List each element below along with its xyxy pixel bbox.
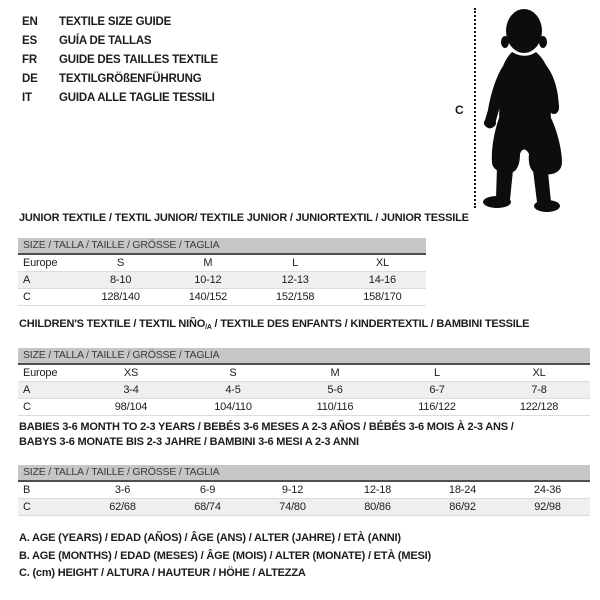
title-subscript: /A xyxy=(205,324,212,331)
size-cell: XS xyxy=(123,367,139,379)
height-cell: 128/140 xyxy=(101,291,140,303)
height-cell: 68/74 xyxy=(194,501,221,513)
size-cell: XL xyxy=(375,257,389,269)
age-cell: 6-9 xyxy=(199,484,216,496)
list-item xyxy=(22,51,218,70)
size-cell: M xyxy=(330,367,340,379)
height-cell: 104/110 xyxy=(214,401,252,413)
height-cell: 86/92 xyxy=(449,501,476,513)
age-cell: 6-7 xyxy=(429,384,445,396)
height-cell: 74/80 xyxy=(279,501,306,513)
row-label: C xyxy=(23,401,31,413)
children-size-table xyxy=(18,348,590,416)
title-text: CHILDREN'S TEXTILE / TEXTIL NIÑO xyxy=(19,318,206,330)
row-label: B xyxy=(23,484,31,496)
guide-title: GUIDE DES TAILLES TEXTILE xyxy=(59,54,218,66)
list-item xyxy=(22,13,218,32)
age-cell: 4-5 xyxy=(225,384,241,396)
age-cell: 8-10 xyxy=(110,274,132,286)
size-cell: S xyxy=(117,257,125,269)
height-cell: 116/122 xyxy=(418,401,456,413)
language-title-list xyxy=(22,13,218,108)
guide-title: TEXTILGRÖßENFÜHRUNG xyxy=(59,73,202,85)
table-row xyxy=(18,482,590,499)
age-cell: 5-6 xyxy=(327,384,343,396)
legend-line-c: C. (cm) HEIGHT / ALTURA / HAUTEUR / HÖHE / ALTEZZA xyxy=(19,567,306,579)
size-cell: L xyxy=(434,367,440,379)
language-code: DE xyxy=(22,73,38,85)
language-code: EN xyxy=(22,16,38,28)
table-row xyxy=(18,382,590,399)
size-cell: XL xyxy=(532,367,546,379)
guide-title: GUIDA ALLE TAGLIE TESSILI xyxy=(59,92,215,104)
age-cell: 24-36 xyxy=(533,484,562,496)
age-cell: 7-8 xyxy=(531,384,547,396)
legend-line-b: B. AGE (MONTHS) / EDAD (MESES) / ÂGE (MOIS) / ALTER (MONATE) / ETÀ (MESI) xyxy=(19,549,431,562)
children-section-title xyxy=(19,318,529,331)
age-cell: 3-4 xyxy=(123,384,139,396)
row-label: A xyxy=(23,384,31,396)
size-header-bar: SIZE / TALLA / TAILLE / GRÖSSE / TAGLIA xyxy=(18,238,426,255)
list-item xyxy=(22,32,218,51)
title-line: BABYS 3-6 MONATE BIS 2-3 JAHRE / BAMBINI 3-6 MESI A 2-3 ANNI xyxy=(19,436,359,448)
table-row xyxy=(18,289,426,306)
junior-section-title: JUNIOR TEXTILE / TEXTIL JUNIOR/ TEXTILE JUNIOR / JUNIORTEXTIL / JUNIOR TESSILE xyxy=(19,212,469,224)
list-item xyxy=(22,70,218,89)
height-cell: 140/152 xyxy=(188,291,228,303)
row-label: C xyxy=(23,291,31,303)
title-text: / TEXTILE DES ENFANTS / KINDERTEXTIL / BAMBINI TESSILE xyxy=(211,318,530,330)
babies-size-table xyxy=(18,465,590,516)
table-row xyxy=(18,255,426,272)
age-cell: 12-13 xyxy=(281,274,309,286)
height-measure-label: C xyxy=(455,103,464,117)
row-label: Europe xyxy=(23,257,58,269)
size-cell: M xyxy=(203,257,213,269)
table-row xyxy=(18,499,590,516)
size-cell: S xyxy=(229,367,237,379)
height-measure-dashed-line xyxy=(474,8,476,208)
baby-silhouette-icon xyxy=(482,4,572,214)
age-cell: 9-12 xyxy=(281,484,304,496)
height-cell: 152/158 xyxy=(275,291,315,303)
language-code: FR xyxy=(22,54,37,66)
height-cell: 92/98 xyxy=(534,501,561,513)
size-header-bar: SIZE / TALLA / TAILLE / GRÖSSE / TAGLIA xyxy=(18,465,590,482)
measure-legend xyxy=(19,530,431,583)
babies-section-title xyxy=(19,420,514,450)
age-cell: 14-16 xyxy=(368,274,396,286)
guide-title: GUÍA DE TALLAS xyxy=(59,35,152,47)
height-cell: 122/128 xyxy=(519,401,559,413)
row-label: C xyxy=(23,501,31,513)
row-label: A xyxy=(23,274,31,286)
row-label: Europe xyxy=(23,367,58,379)
legend-line-a: A. AGE (YEARS) / EDAD (AÑOS) / ÂGE (ANS) / ALTER (JAHRE) / ETÀ (ANNI) xyxy=(19,532,401,544)
title-line: BABIES 3-6 MONTH TO 2-3 YEARS / BEBÉS 3-6 MESES A 2-3 AÑOS / BÉBÉS 3-6 MOIS À 2-3 ANS / xyxy=(19,421,514,433)
language-code: IT xyxy=(22,92,32,104)
size-header-bar: SIZE / TALLA / TAILLE / GRÖSSE / TAGLIA xyxy=(18,348,590,365)
age-cell: 10-12 xyxy=(194,274,222,286)
table-row xyxy=(18,272,426,289)
table-row xyxy=(18,365,590,382)
language-code: ES xyxy=(22,35,37,47)
size-cell: L xyxy=(292,257,299,269)
height-cell: 80/86 xyxy=(364,501,391,513)
table-row xyxy=(18,399,590,416)
age-cell: 18-24 xyxy=(448,484,477,496)
height-cell: 110/116 xyxy=(316,401,354,413)
list-item xyxy=(22,89,218,108)
height-cell: 98/104 xyxy=(114,401,148,413)
junior-size-table xyxy=(18,238,426,306)
age-cell: 12-18 xyxy=(363,484,392,496)
age-cell: 3-6 xyxy=(114,484,131,496)
height-cell: 158/170 xyxy=(363,291,402,303)
height-cell: 62/68 xyxy=(109,501,136,513)
guide-title: TEXTILE SIZE GUIDE xyxy=(59,16,172,28)
